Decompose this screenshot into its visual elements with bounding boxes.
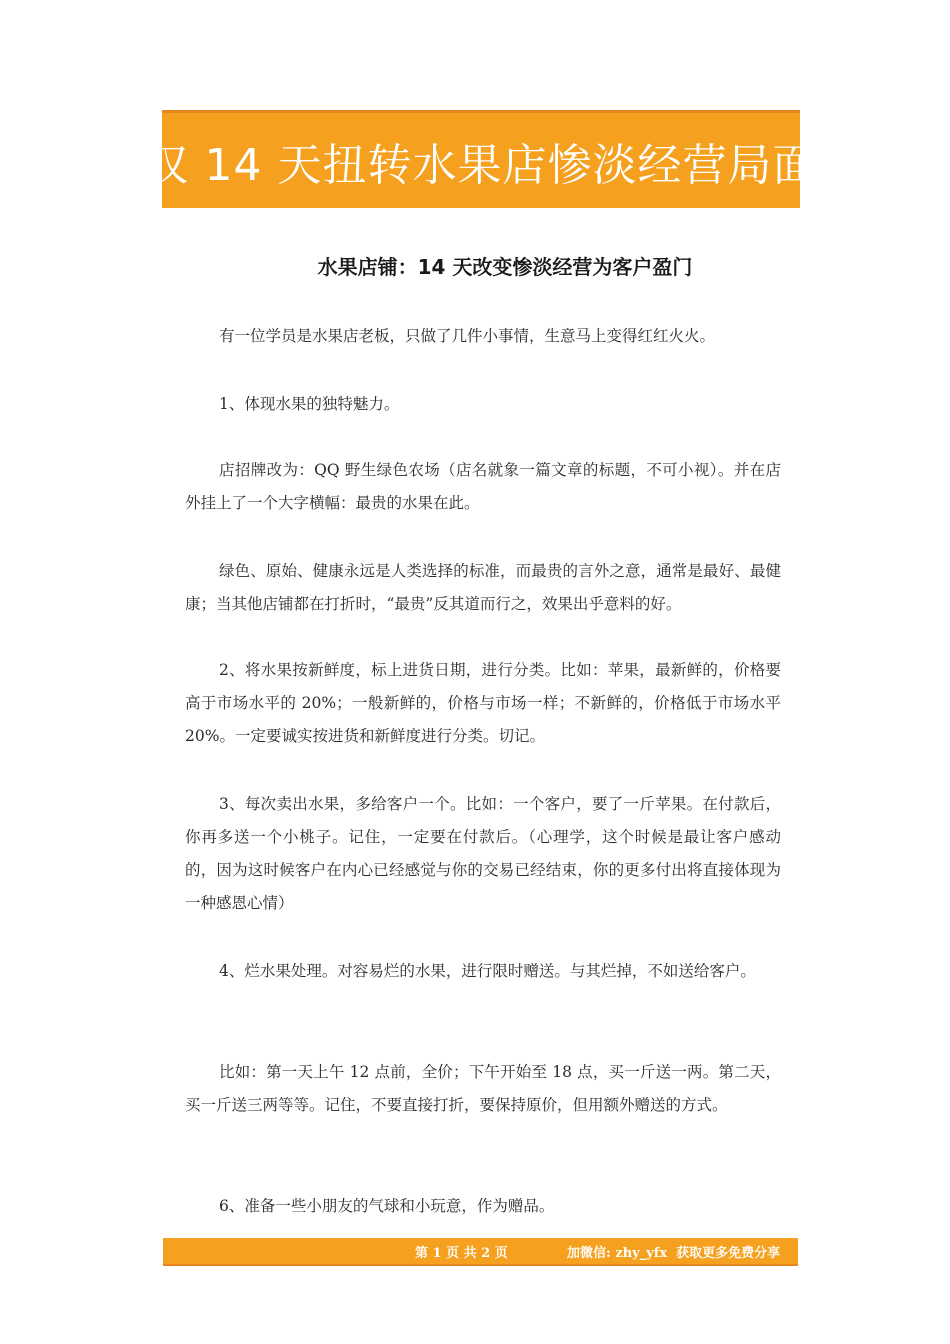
paragraph-point-6: 6、准备一些小朋友的气球和小玩意，作为赠品。 [219, 1197, 555, 1215]
paragraph-green: 绿色、原始、健康永远是人类选择的标准，而最贵的言外之意，通常是最好、最健康；当其他店铺都在打折时，“最贵”反其道而行之，效果出乎意料的好。 [185, 562, 781, 613]
paragraph-sign: 店招牌改为：QQ 野生绿色农场（店名就象一篇文章的标题，不可小视）。并在店外挂上了一个大字横幅：最贵的水果在此。 [185, 461, 781, 512]
share-note: 加微信: zhy_yfx 获取更多免费分享 [567, 1245, 781, 1261]
footer-divider [163, 1264, 798, 1266]
document-body [185, 240, 785, 282]
header-banner [144, 110, 818, 208]
paragraph-point-3: 3、每次卖出水果，多给客户一个。比如：一个客户，要了一斤苹果。在付款后，你再多送一个小桃子。记住，一定要在付款后。（心理学，这个时候是最让客户感动的，因为这时候客户在内心已经感觉与你的交易已经结束，你的更多付出将直接体现为一种感恩心情） [185, 795, 781, 912]
banner-title: 仅 14 天扭转水果店惨淡经营局面 [144, 139, 818, 191]
paragraph-point-1: 1、体现水果的独特魅力。 [219, 395, 400, 413]
paragraph-point-2: 2、将水果按新鲜度，标上进货日期，进行分类。比如：苹果，最新鲜的，价格要高于市场水平的 20%；一般新鲜的，价格与市场一样；不新鲜的，价格低于市场水平 20%。一定要诚实按进货和新鲜度进行分类。切记。 [185, 661, 781, 745]
document-title: 水果店铺：14 天改变惨淡经营为客户盈门 [317, 255, 693, 279]
paragraph-point-4: 4、烂水果处理。对容易烂的水果，进行限时赠送。与其烂掉，不如送给客户。 [219, 962, 756, 980]
page-indicator: 第 1 页 共 2 页 [415, 1245, 508, 1261]
paragraph-intro: 有一位学员是水果店老板，只做了几件小事情，生意马上变得红红火火。 [219, 327, 716, 345]
footer-bar [163, 1238, 798, 1264]
paragraph-example: 比如：第一天上午 12 点前，全价；下午开始至 18 点，买一斤送一两。第二天，买一斤送三两等等。记住，不要直接打折，要保持原价，但用额外赠送的方式。 [185, 1063, 781, 1114]
